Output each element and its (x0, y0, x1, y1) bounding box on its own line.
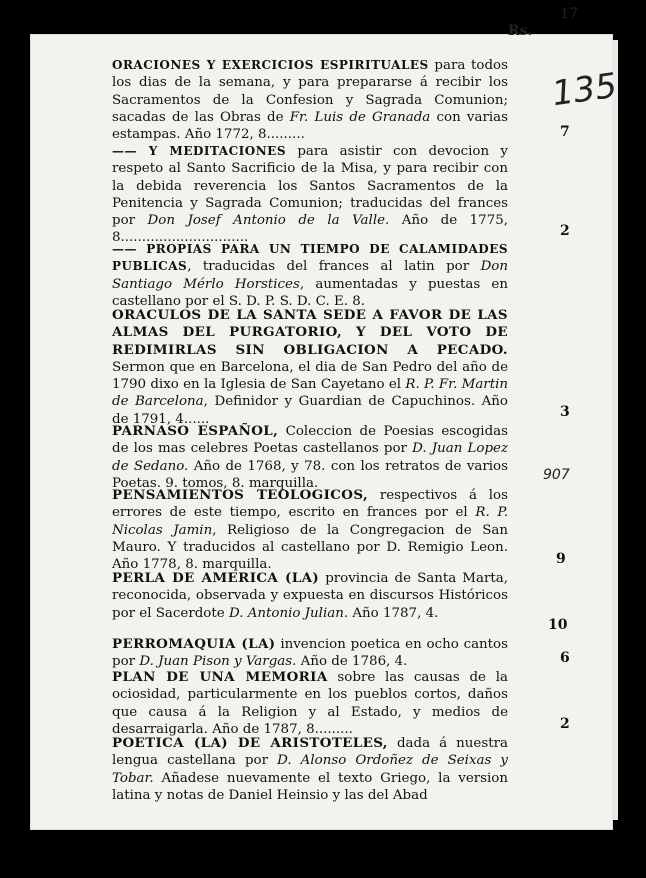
catalog-entry (112, 735, 508, 804)
entry-price: 2 (560, 223, 570, 239)
entry-author: Don Santiago Mérlo Horstices (112, 259, 508, 292)
catalog-entry (112, 143, 508, 247)
entry-tail: Añadese nuevamente el texto Griego, la version latina y notas de Daniel Heinsio y las del Abad (112, 770, 508, 803)
entry-text: sobre las causas de la ociosidad, particularmente en los pueblos cortos, daños que causa á la Religion y al Estado, y medios de desarraigarla. Año de 1787, 8......... (112, 670, 509, 737)
entry-tail: Año de 1775, 8.............................. (112, 213, 508, 246)
entry-price: 2 (560, 716, 570, 732)
entry-tail: , Religioso de la Congregacion de San Mauro. Y traducidos al castellano por D. Remigio Leon. Año 1778, 8. marquilla. (112, 522, 508, 573)
entry-title: PERROMAQUIA (LA) (112, 636, 276, 652)
entry-author: Fr. Luis de Granada (289, 109, 431, 125)
page-edge (612, 40, 618, 820)
entry-tail: Año de 1786, 4. (300, 654, 408, 670)
catalog-entry (112, 570, 508, 622)
entry-price: 3 (560, 404, 570, 420)
entry-author: Don Josef Antonio de la Valle. (147, 213, 390, 229)
entry-author: R. P. Nicolas Jamin (112, 505, 508, 538)
entry-title: PARNASO ESPAÑOL, (112, 423, 279, 439)
entry-author: D. Juan Pison y Vargas. (139, 654, 297, 670)
page-number: 17 (560, 6, 578, 22)
entry-tail: Año 1787, 4. (352, 605, 439, 621)
catalog-entry (112, 307, 508, 428)
entry-title: ORACULOS DE LA SANTA SEDE A FAVOR DE LAS ALMAS DEL PURGATORIO, Y DEL VOTO DE REDIMIRLAS SIN OBLIGACION A PECADO. (112, 307, 508, 358)
entry-text: para asistir con devocion y respeto al Santo Sacrificio de la Misa, y para recibir con la debida reverencia los Santos Sacramentos de la Penitencia y Sagrada Comunion; traducidas del frances por (112, 144, 508, 229)
entry-text: Coleccion de Poesias escogidas de los mas celebres Poetas castellanos por (112, 424, 508, 457)
entry-text: provincia de Santa Marta, reconocida, observada y expuesta en discursos Históricos por el Sacerdote (112, 571, 508, 621)
entry-text: respectivos á los errores de este tiempo, escrito en frances por el (112, 488, 508, 521)
catalog-entry (112, 487, 508, 573)
entry-text: dada á nuestra lengua castellana por (112, 736, 508, 769)
entry-tail: con varias estampas. Año 1772, 8......... (112, 109, 508, 143)
entry-tail: , aumentadas y puestas en castellano por el S. D. P. S. D. C. E. 8. (112, 276, 508, 309)
entry-author: R. P. Fr. Martin de Barcelona (112, 377, 508, 410)
entry-title: PERLA DE AMERICA (LA) (112, 570, 320, 586)
entry-author: D. Antonio Julian. (228, 605, 349, 621)
handwritten-note-top: 135 (549, 65, 620, 115)
column-header: Rs. (508, 23, 533, 39)
handwritten-note-mid: 907 (543, 467, 570, 483)
entry-title: PENSAMIENTOS TEOLOGICOS, (112, 487, 369, 503)
catalog-entry (112, 636, 508, 671)
catalog-entry (112, 423, 508, 492)
entry-text: , traducidas del frances al latin por (187, 259, 470, 275)
catalog-entry (112, 57, 508, 143)
entry-text: invencion poetica en ocho cantos por (112, 637, 508, 670)
entry-price: 9 (556, 551, 566, 567)
entry-price: 6 (560, 650, 570, 666)
entry-title: POETICA (LA) DE ARISTOTELES, (112, 735, 388, 751)
catalog-entry (112, 241, 508, 310)
entry-title: PLAN DE UNA MEMORIA (112, 669, 328, 685)
entry-title: ORACIONES Y EXERCICIOS ESPIRITUALES (112, 58, 429, 72)
entry-price: 7 (560, 124, 570, 140)
entry-author: D. Juan Lopez de Sedano. (112, 441, 508, 474)
entry-price: 10 (548, 617, 568, 633)
entry-text: Sermon que en Barcelona, el dia de San Pedro del año de 1790 dixo en la Iglesia de San Cayetano el (112, 359, 508, 393)
entry-title: —— PROPIAS PARA UN TIEMPO DE CALAMIDADES PUBLICAS (112, 242, 508, 274)
entry-author: D. Alonso Ordoñez de Seixas y Tobar. (112, 753, 508, 786)
catalog-entry (112, 669, 508, 738)
entry-tail: Año de 1768, y 78. con los retratos de varios Poetas. 9. tomos, 8. marquilla. (112, 458, 508, 491)
entry-title: —— Y MEDITACIONES (112, 144, 286, 158)
entry-tail: , Definidor y Guardian de Capuchinos. Año de 1791, 4...... (112, 394, 508, 427)
entry-text: para todos los dias de la semana, y para prepararse á recibir los Sacramentos de la Confesion y Sagrada Comunion; sacadas de las Obras de (112, 58, 508, 125)
